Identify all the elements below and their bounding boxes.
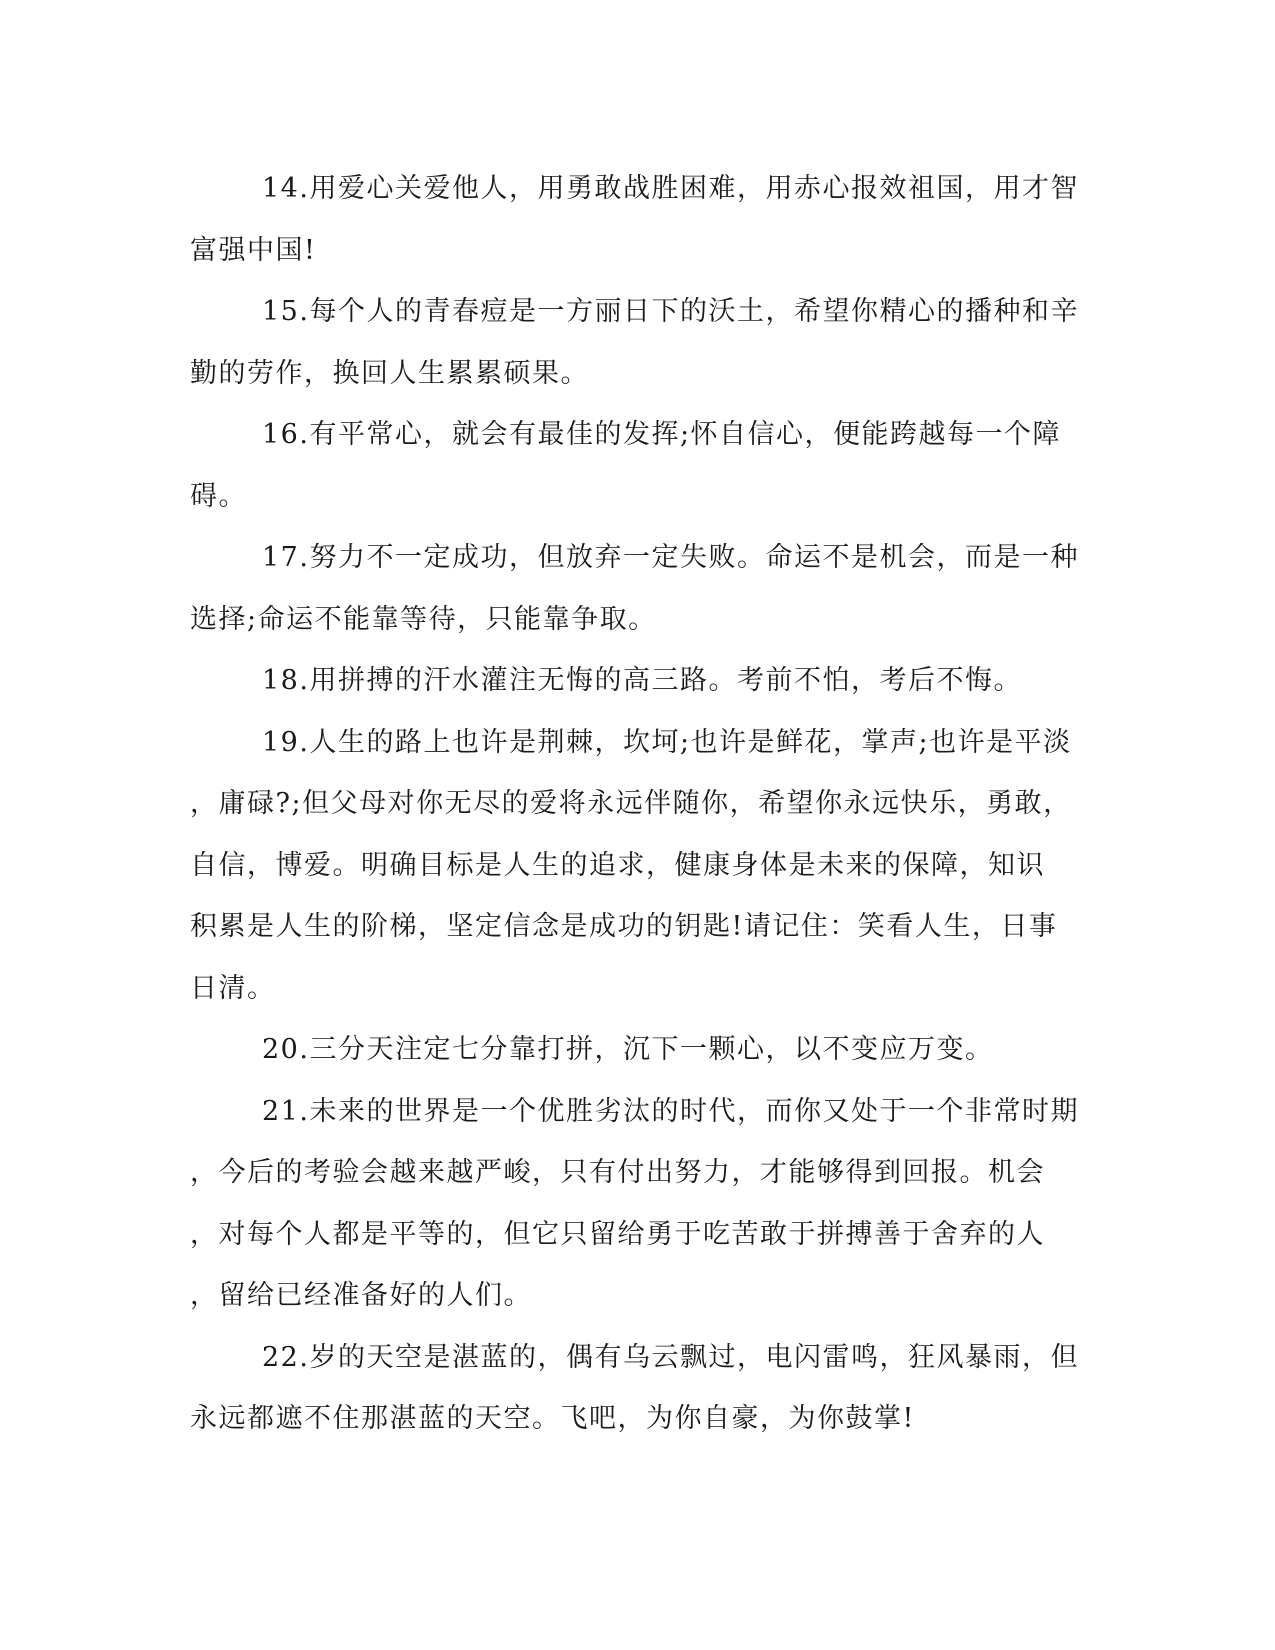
paragraph-line: ，留给已经准备好的人们。 <box>190 1280 532 1311</box>
paragraph-line: 18.用拼搏的汗水灌注无悔的高三路。考前不怕，考后不悔。 <box>262 665 1022 696</box>
paragraph-line: 22.岁的天空是湛蓝的，偶有乌云飘过，电闪雷鸣，狂风暴雨，但 <box>262 1341 1079 1373</box>
paragraph-line: ，对每个人都是平等的，但它只留给勇于吃苦敢于拼搏善于舍弃的人 <box>190 1218 1045 1250</box>
paragraph-line: 富强中国! <box>190 234 317 266</box>
paragraph-line: ，庸碌?;但父母对你无尽的爱将永远伴随你，希望你永远快乐，勇敢， <box>190 788 1072 819</box>
paragraph-line: 17.努力不一定成功，但放弃一定失败。命运不是机会，而是一种 <box>262 542 1079 573</box>
paragraph-20 <box>190 1019 1080 1081</box>
paragraph-16 <box>190 404 1080 527</box>
paragraph-line: 21.未来的世界是一个优胜劣汰的时代，而你又处于一个非常时期 <box>262 1095 1079 1127</box>
paragraph-line: 20.三分天注定七分靠打拼，沉下一颗心，以不变应万变。 <box>262 1034 994 1065</box>
paragraph-line: 19.人生的路上也许是荆棘，坎坷;也许是鲜花，掌声;也许是平淡 <box>262 726 1072 758</box>
paragraph-21 <box>190 1081 1080 1327</box>
paragraph-19 <box>190 712 1080 1020</box>
paragraph-line: 选择;命运不能靠等待，只能靠争取。 <box>190 603 657 635</box>
paragraph-line: 15.每个人的青春痘是一方丽日下的沃土，希望你精心的播种和辛 <box>262 296 1079 327</box>
paragraph-line: 积累是人生的阶梯，坚定信念是成功的钥匙!请记住：笑看人生，日事 <box>190 911 1058 942</box>
paragraph-line: 勤的劳作，换回人生累累硕果。 <box>190 357 589 389</box>
paragraph-line: 自信，博爱。明确目标是人生的追求，健康身体是未来的保障，知识 <box>190 849 1045 881</box>
paragraph-line: 日清。 <box>190 972 276 1004</box>
paragraph-line: 永远都遮不住那湛蓝的天空。飞吧，为你自豪，为你鼓掌! <box>190 1403 915 1434</box>
paragraph-line: 碍。 <box>190 480 247 512</box>
paragraph-line: 14.用爱心关爱他人，用勇敢战胜困难，用赤心报效祖国，用才智 <box>262 173 1079 204</box>
document-body <box>190 158 1080 1450</box>
paragraph-15 <box>190 281 1080 404</box>
paragraph-line: ，今后的考验会越来越严峻，只有付出努力，才能够得到回报。机会 <box>190 1157 1045 1188</box>
paragraph-18 <box>190 650 1080 712</box>
paragraph-22 <box>190 1327 1080 1450</box>
paragraph-14 <box>190 158 1080 281</box>
paragraph-17 <box>190 527 1080 650</box>
paragraph-line: 16.有平常心，就会有最佳的发挥;怀自信心，便能跨越每一个障 <box>262 419 1062 450</box>
